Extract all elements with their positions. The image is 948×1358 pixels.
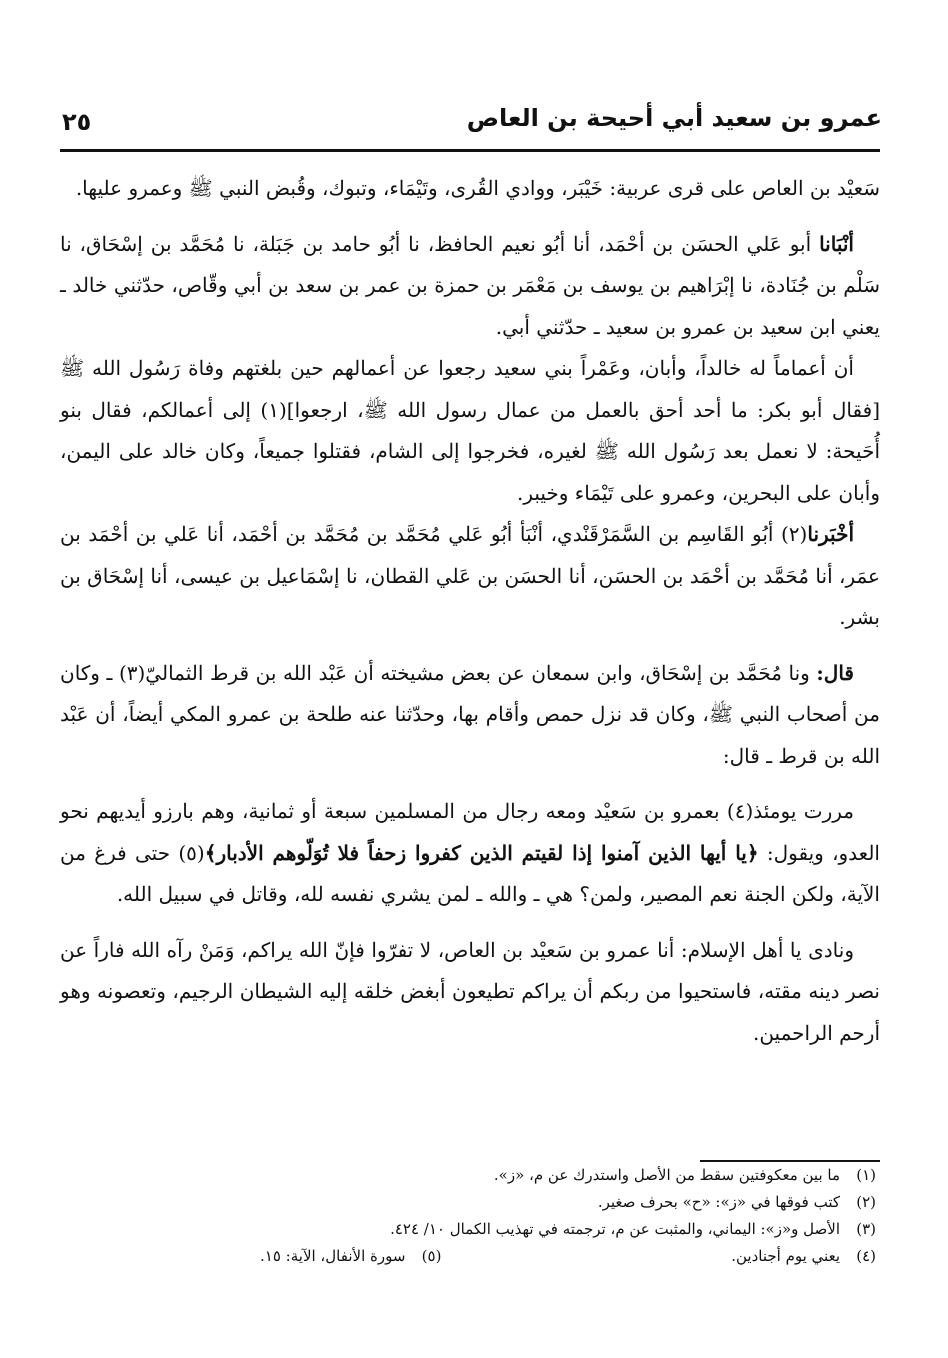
paragraph-4 bbox=[60, 514, 880, 639]
footnote-2-number: (٢) bbox=[856, 1193, 876, 1211]
footnote-row-4-5 bbox=[60, 1243, 880, 1270]
paragraph-5 bbox=[60, 653, 880, 778]
paragraph-5-text: ونا مُحَمَّد بن إسْحَاق، وابن سمعان عن بعض مشيخته أن عَبْد الله بن قرط الثماليّ(٣) ـ وكان من أصحاب النبي ﷺ، وكان قد نزل حمص وأقام بها، وحدّثنا عنه طلحة بن عمرو المكي أيضاً، أن عَبْد الله بن قرط ـ قال: bbox=[60, 660, 880, 768]
paragraph-6-text-b: (٥) حتى فرغ من الآية، ولكن الجنة نعم المصير، ولمن؟ هي ـ والله ـ لمن يشري نفسه لله، وقاتل في سبيل الله. bbox=[60, 840, 880, 906]
footnote-2 bbox=[60, 1189, 880, 1216]
footnote-3-number: (٣) bbox=[856, 1220, 876, 1238]
footnote-4 bbox=[731, 1243, 876, 1270]
running-title: عمرو بن سعيد أبي أحيحة بن العاص bbox=[466, 104, 882, 132]
paragraph-6-text-a: مررت يومئذ(٤) بعمرو بن سَعيْد ومعه رجال من المسلمين سبعة أو ثمانية، وهم بارزو أيديهم نحو العدو، ويقول: bbox=[60, 799, 880, 865]
footnote-2-text: كتب فوقها في «ز»: «ح» بحرف صغير. bbox=[597, 1193, 840, 1211]
paragraph-1-text: سَعيْد بن العاص على قرى عربية: خَيْبَر، ووادي القُرى، وتَيْمَاء، وتبوك، وقُبض النبي ﷺ وعمرو عليها. bbox=[75, 176, 880, 200]
paragraph-2 bbox=[60, 224, 880, 349]
paragraph-4-lead: أخْبَرنا bbox=[807, 522, 854, 546]
quran-verse: ﴿يا أيها الذين آمنوا إذا لقيتم الذين كفروا زحفاً فلا تُوَلّوهم الأدبار﴾ bbox=[204, 840, 759, 865]
paragraph-2-lead: أنْبَانا bbox=[819, 231, 854, 256]
footnote-5 bbox=[260, 1243, 441, 1270]
footnote-4-text: يعني يوم أجنادين. bbox=[731, 1247, 840, 1265]
paragraph-5-lead: قال: bbox=[816, 660, 854, 685]
footnote-5-text: سورة الأنفال، الآية: ١٥. bbox=[260, 1247, 406, 1265]
header-rule bbox=[60, 149, 880, 152]
paragraph-1 bbox=[60, 168, 880, 210]
footnotes bbox=[60, 1162, 880, 1270]
footnote-1-number: (١) bbox=[856, 1166, 876, 1184]
paragraph-7 bbox=[60, 930, 880, 1055]
footnote-1-text: ما بين معكوفتين سقط من الأصل واستدرك عن م، «ز». bbox=[493, 1166, 840, 1184]
paragraph-3 bbox=[60, 348, 880, 514]
footnote-3 bbox=[60, 1216, 880, 1243]
paragraph-2-text: أبو عَلي الحسَن بن أحْمَد، أنا أبُو نعيم الحافظ، نا أبُو حامد بن جَبَلة، نا مُحَمَّد بن إسْحَاق، نا سَلْم بن جُنَادة، نا إبْرَاهيم بن يوسف بن مَعْمَر بن حمزة بن عمر بن سعد بن أبي وقّاص، حدّثني خالد ـ يعني ابن سعيد بن عمرو بن سعيد ـ حدّثني أبي. bbox=[60, 231, 880, 339]
footnote-3-text: الأصل و«ز»: اليماني، والمثبت عن م، ترجمته في تهذيب الكمال ١٠/ ٤٢٤. bbox=[390, 1220, 840, 1238]
paragraph-3-text: أن أعماماً له خالداً، وأبان، وعَمْراً بني سعيد رجعوا عن أعمالهم حين بلغتهم وفاة رَسُول الله ﷺ [فقال أبو بكر: ما أحد أحق بالعمل من عمال رسول الله ﷺ، ارجعوا](١) إلى أعمالكم، فقال بنو أُحَيحة: لا نعمل بعد رَسُول الله ﷺ لغيره، فخرجوا إلى الشام، فقتلوا جميعاً، وكان خالد على اليمن، وأبان على البحرين، وعمرو على تَيْمَاء وخيبر. bbox=[60, 356, 880, 505]
paragraph-6 bbox=[60, 791, 880, 916]
paragraph-7-text: ونادى يا أهل الإسلام: أنا عمرو بن سَعيْد بن العاص، لا تفرّوا فإنّ الله يراكم، وَمَنْ رآه الله فاراً عن نصر دينه مقته، فاستحيوا من ربكم أن يراكم تطيعون أبغض خلقه إليه الشيطان الرجيم، وتعصونه وهو أرحم الراحمين. bbox=[60, 937, 880, 1045]
footnote-1 bbox=[60, 1162, 880, 1189]
page-number: ٢٥ bbox=[62, 108, 92, 136]
page-header bbox=[62, 104, 882, 144]
footnote-5-number: (٥) bbox=[421, 1247, 442, 1265]
main-text bbox=[60, 168, 880, 1054]
paragraph-4-text: (٢) أبُو القَاسِم بن السَّمَرْقَنْدي، أنْبَأ أبُو عَلي مُحَمَّد بن مُحَمَّد بن أحْمَد، أنا عَلي بن أحْمَد بن عمَر، أنا مُحَمَّد بن أحْمَد بن الحسَن، أنا الحسَن بن عَلي القطان، نا إسْمَاعيل بن عيسى، أنا إسْحَاق بن بشر. bbox=[60, 522, 880, 629]
footnote-4-number: (٤) bbox=[856, 1247, 876, 1265]
